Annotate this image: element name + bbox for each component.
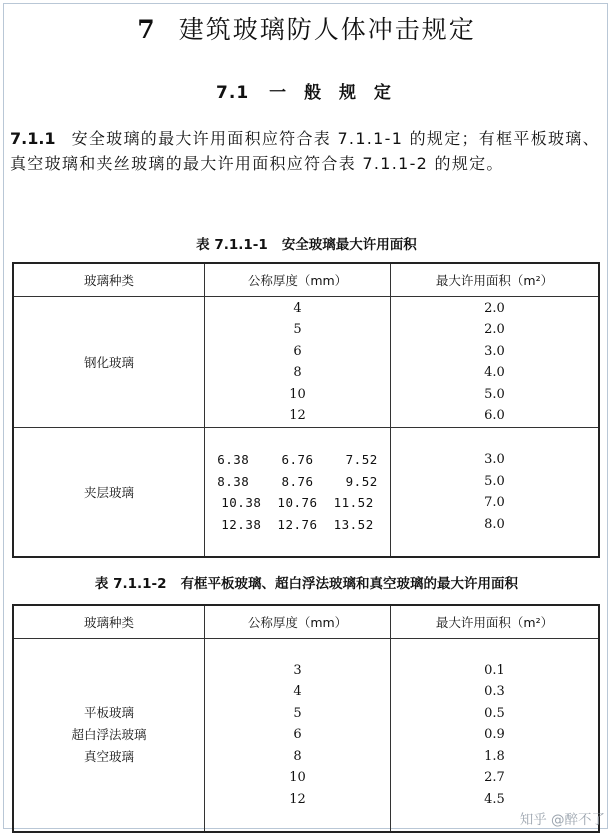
table2-number: 表 7.1.1-2 bbox=[94, 576, 167, 592]
thickness-value: 12 bbox=[289, 791, 306, 807]
table2-caption bbox=[0, 572, 613, 592]
thickness-value: 10 bbox=[289, 386, 306, 402]
table1-header-area: 最大许用面积（m²） bbox=[391, 263, 600, 297]
table1-header-thickness: 公称厚度（mm） bbox=[205, 263, 391, 297]
clause-number: 7.1.1 bbox=[10, 129, 56, 148]
area-value: 0.9 bbox=[484, 727, 505, 743]
table1-thickness-cell bbox=[205, 428, 391, 558]
thickness-value: 6.38 6.76 7.52 bbox=[217, 452, 378, 467]
section-title: 一 般 规 定 bbox=[269, 83, 397, 103]
thickness-value: 12 bbox=[289, 408, 306, 423]
area-value: 7.0 bbox=[484, 495, 505, 510]
table-row bbox=[13, 297, 599, 428]
table1-number: 表 7.1.1-1 bbox=[196, 237, 268, 253]
thickness-value: 8 bbox=[293, 365, 302, 380]
watermark-text: 知乎 @醉不了 bbox=[519, 812, 605, 828]
table2-type-cell bbox=[13, 639, 205, 833]
area-value: 8.0 bbox=[484, 516, 505, 532]
chapter-number: 7 bbox=[137, 15, 157, 44]
glass-type: 真空玻璃 bbox=[83, 749, 134, 764]
chapter-title: 建筑玻璃防人体冲击规定 bbox=[178, 15, 476, 44]
area-value: 1.8 bbox=[484, 748, 505, 764]
area-value: 0.5 bbox=[484, 705, 505, 721]
table-row bbox=[13, 639, 599, 833]
thickness-value: 5 bbox=[293, 322, 302, 337]
table2-header-area: 最大许用面积（m²） bbox=[391, 605, 600, 639]
area-value: 0.3 bbox=[484, 684, 505, 700]
table1-area-cell bbox=[391, 428, 600, 558]
thickness-value: 6 bbox=[293, 727, 302, 743]
glass-type: 平板玻璃 bbox=[83, 705, 134, 720]
chapter-heading bbox=[0, 10, 613, 46]
table2-header-thickness: 公称厚度（mm） bbox=[205, 605, 391, 639]
table1-thickness-cell bbox=[205, 297, 391, 428]
thickness-value: 3 bbox=[293, 662, 302, 678]
section-heading bbox=[0, 78, 613, 103]
thickness-value: 10.38 10.76 11.52 bbox=[221, 495, 374, 510]
area-value: 4.5 bbox=[484, 791, 505, 807]
thickness-value: 8 bbox=[293, 748, 302, 764]
area-value: 6.0 bbox=[484, 408, 505, 423]
clause-text: 安全玻璃的最大许用面积应符合表 7.1.1-1 的规定；有框平板玻璃、真空玻璃和夹丝玻璃的最大许用面积应符合表 7.1.1-2 的规定。 bbox=[10, 129, 600, 173]
section-number: 7.1 bbox=[216, 83, 250, 103]
table1 bbox=[12, 262, 600, 558]
area-value: 5.0 bbox=[484, 473, 505, 489]
thickness-value: 4 bbox=[293, 300, 302, 316]
thickness-value: 10 bbox=[289, 770, 306, 786]
table1-type-cell: 夹层玻璃 bbox=[13, 428, 205, 558]
table2-area-cell bbox=[391, 639, 600, 833]
area-value: 2.7 bbox=[484, 770, 505, 786]
table1-title: 安全玻璃最大许用面积 bbox=[281, 237, 417, 253]
area-value: 5.0 bbox=[484, 386, 505, 402]
area-value: 4.0 bbox=[484, 365, 505, 380]
clause-paragraph bbox=[10, 126, 602, 176]
table1-header-type: 玻璃种类 bbox=[13, 263, 205, 297]
thickness-value: 6 bbox=[293, 343, 302, 359]
area-value: 0.1 bbox=[484, 662, 505, 678]
thickness-value: 5 bbox=[293, 705, 302, 721]
glass-type: 超白浮法玻璃 bbox=[71, 727, 147, 742]
area-value: 3.0 bbox=[484, 452, 505, 467]
thickness-value: 4 bbox=[293, 684, 302, 700]
table1-area-cell bbox=[391, 297, 600, 428]
table2-title: 有框平板玻璃、超白浮法玻璃和真空玻璃的最大许用面积 bbox=[180, 576, 519, 592]
area-value: 2.0 bbox=[484, 300, 505, 316]
table2 bbox=[12, 604, 600, 833]
thickness-value: 8.38 8.76 9.52 bbox=[217, 473, 378, 489]
table2-thickness-cell bbox=[205, 639, 391, 833]
table-row bbox=[13, 428, 599, 558]
table1-type-cell: 钢化玻璃 bbox=[13, 297, 205, 428]
table1-caption bbox=[0, 233, 613, 253]
thickness-value: 12.38 12.76 13.52 bbox=[221, 516, 374, 532]
area-value: 2.0 bbox=[484, 322, 505, 337]
area-value: 3.0 bbox=[484, 343, 505, 359]
table2-header-type: 玻璃种类 bbox=[13, 605, 205, 639]
